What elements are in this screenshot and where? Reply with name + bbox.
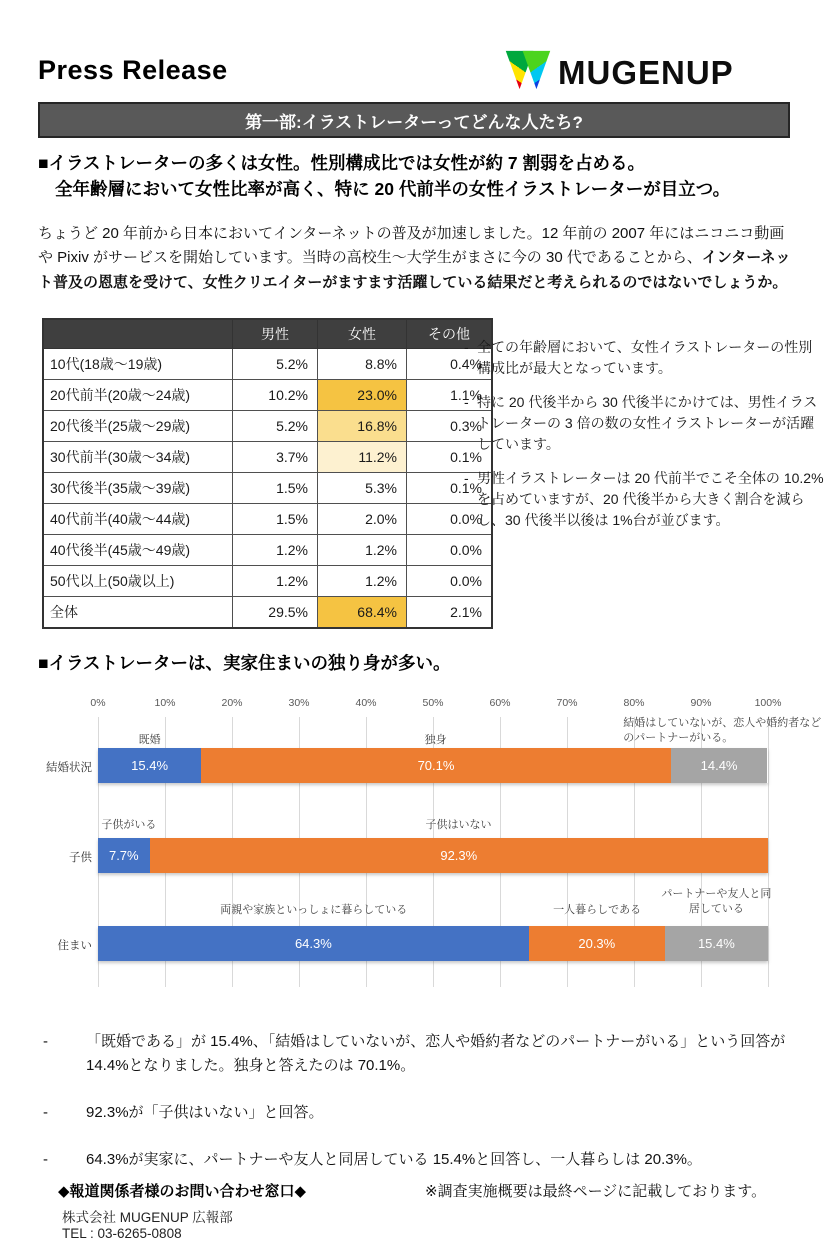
female-value-highlight: 16.8% xyxy=(318,411,407,442)
table-header-row xyxy=(43,319,492,349)
segment-label: パートナーや友人と同居している xyxy=(661,888,772,915)
gender-ratio-table xyxy=(42,318,493,629)
section-banner: 第一部:イラストレーターってどんな人たち? xyxy=(38,102,790,138)
other-value: 0.1% xyxy=(407,473,493,504)
bar-segment xyxy=(529,926,665,961)
x-axis-tick: 80% xyxy=(623,697,645,709)
bar-children xyxy=(98,838,768,873)
note-item: - 92.3%が「子供はいない」と回答。 xyxy=(38,1101,794,1125)
female-value-highlight: 68.4% xyxy=(318,597,407,629)
chart-notes xyxy=(38,1030,794,1195)
segment-value: 70.1% xyxy=(417,758,455,773)
column-header-other: その他 xyxy=(407,319,493,349)
table-row xyxy=(43,442,492,473)
section2-heading: ■イラストレーターは、実家住まいの独り身が多い。 xyxy=(38,653,451,673)
table-total-row xyxy=(43,597,492,629)
page-title: Press Release xyxy=(38,55,228,85)
category-label: 結婚状況 xyxy=(46,762,92,774)
column-header-male: 男性 xyxy=(233,319,318,349)
section1-heading xyxy=(38,150,730,203)
segment-label: 一人暮らしである xyxy=(553,904,642,916)
male-value: 29.5% xyxy=(233,597,318,629)
survey-overview-note: ※調査実施概要は最終ページに記載しております。 xyxy=(425,1183,767,1200)
bar-segment xyxy=(98,838,150,873)
male-value: 3.7% xyxy=(233,442,318,473)
x-axis-tick: 30% xyxy=(288,697,310,709)
x-axis-tick: 60% xyxy=(489,697,511,709)
note-item: - 64.3%が実家に、パートナーや友人と同居している 15.4%と回答し、一人暮らしは 20.3%。 xyxy=(38,1148,794,1172)
segment-label: 結婚はしていないが、恋人や婚約者などのパートナーがいる。 xyxy=(623,717,822,744)
row-label: 40代前半(40歳〜44歳) xyxy=(43,504,233,535)
column-header-blank xyxy=(43,319,233,349)
segment-value: 14.4% xyxy=(700,758,738,773)
note-item: - 「既婚である」が 15.4%、「結婚はしていないが、恋人や婚約者などのパートナーがいる」という回答が 14.4%となりました。独身と答えたのは 70.1%。 xyxy=(38,1030,794,1078)
table-notes xyxy=(464,337,824,544)
male-value: 5.2% xyxy=(233,349,318,380)
gridline xyxy=(768,717,769,987)
table-row xyxy=(43,535,492,566)
other-value: 0.1% xyxy=(407,442,493,473)
press-contact-heading: ◆報道関係者様のお問い合わせ窓口◆ xyxy=(58,1183,307,1200)
bar-segment xyxy=(671,748,767,783)
x-axis-tick: 50% xyxy=(422,697,444,709)
other-value: 2.1% xyxy=(407,597,493,629)
bar-segment xyxy=(98,926,529,961)
table-row xyxy=(43,380,492,411)
segment-value: 7.7% xyxy=(108,848,139,863)
segment-value: 20.3% xyxy=(578,936,616,951)
male-value: 1.5% xyxy=(233,473,318,504)
x-axis-tick: 90% xyxy=(690,697,712,709)
x-axis-tick: 20% xyxy=(221,697,243,709)
x-axis-tick: 70% xyxy=(556,697,578,709)
male-value: 1.5% xyxy=(233,504,318,535)
bar-segment xyxy=(98,748,201,783)
mugenup-logo xyxy=(505,50,734,95)
segment-label: 子供はいない xyxy=(425,819,492,831)
male-value: 1.2% xyxy=(233,566,318,597)
row-label: 20代前半(20歳〜24歳) xyxy=(43,380,233,411)
heading-line-1: ■イラストレーターの多くは女性。性別構成比では女性が約 7 割弱を占める。 xyxy=(38,153,645,173)
other-value: 0.3% xyxy=(407,411,493,442)
other-value: 0.0% xyxy=(407,566,493,597)
male-value: 5.2% xyxy=(233,411,318,442)
row-label: 30代後半(35歳〜39歳) xyxy=(43,473,233,504)
row-label: 50代以上(50歳以上) xyxy=(43,566,233,597)
bar-segment xyxy=(665,926,768,961)
row-label: 30代前半(30歳〜34歳) xyxy=(43,442,233,473)
mugenup-wordmark: MUGENUP xyxy=(558,53,734,91)
segment-value: 15.4% xyxy=(697,936,735,951)
bar-segment xyxy=(201,748,671,783)
other-value: 0.0% xyxy=(407,535,493,566)
column-header-female: 女性 xyxy=(318,319,407,349)
paragraph-normal: ちょうど 20 年前から日本においてインターネットの普及が加速しました。12 年前の 2007 年にはニコニコ動画や Pixiv がサービスを開始しています。当時の高校生〜大学生がまさに今の 30 代であることから、 xyxy=(38,225,785,267)
heading-line-2: 全年齢層において女性比率が高く、特に 20 代前半の女性イラストレーターが目立つ。 xyxy=(55,179,731,200)
category-label: 住まい xyxy=(57,940,92,952)
female-value: 2.0% xyxy=(318,504,407,535)
note-item: - 全ての年齢層において、女性イラストレーターの性別構成比が最大となっています。 xyxy=(464,337,824,379)
x-axis-tick: 40% xyxy=(355,697,377,709)
other-value: 0.0% xyxy=(407,504,493,535)
other-value: 1.1% xyxy=(407,380,493,411)
row-label: 10代(18歳〜19歳) xyxy=(43,349,233,380)
category-label: 子供 xyxy=(69,852,92,864)
intro-paragraph xyxy=(38,222,792,295)
male-value: 1.2% xyxy=(233,535,318,566)
x-axis-tick: 0% xyxy=(90,697,106,709)
phone-number: TEL : 03-6265-0808 xyxy=(62,1226,182,1241)
note-item: - 特に 20 代後半から 30 代後半にかけては、男性イラストレーターの 3 倍の数の女性イラストレーターが活躍しています。 xyxy=(464,392,824,455)
table-row xyxy=(43,349,492,380)
bar-segment xyxy=(150,838,768,873)
segment-label: 独身 xyxy=(424,734,447,746)
female-value-highlight: 23.0% xyxy=(318,380,407,411)
paragraph-bold: インターネット普及の恩恵を受けて、女性クリエイターがますます活躍している結果だと考えられるのではないでしょうか。 xyxy=(38,249,791,291)
table-row xyxy=(43,473,492,504)
male-value: 10.2% xyxy=(233,380,318,411)
living-situation-chart xyxy=(38,695,822,995)
segment-value: 92.3% xyxy=(440,848,478,863)
company-name: 株式会社 MUGENUP 広報部 xyxy=(62,1210,233,1225)
x-axis-tick: 10% xyxy=(154,697,176,709)
female-value: 5.3% xyxy=(318,473,407,504)
segment-label: 両親や家族といっしょに暮らしている xyxy=(220,904,408,916)
table-row xyxy=(43,566,492,597)
segment-value: 64.3% xyxy=(294,936,332,951)
table-row xyxy=(43,504,492,535)
row-label: 20代後半(25歳〜29歳) xyxy=(43,411,233,442)
segment-label: 既婚 xyxy=(138,734,161,746)
mugenup-m-icon xyxy=(505,50,551,95)
bar-marriage xyxy=(98,748,768,783)
row-label: 40代後半(45歳〜49歳) xyxy=(43,535,233,566)
other-value: 0.4% xyxy=(407,349,493,380)
female-value: 8.8% xyxy=(318,349,407,380)
bar-residence xyxy=(98,926,768,961)
row-label: 全体 xyxy=(43,597,233,629)
segment-label: 子供がいる xyxy=(101,819,157,831)
note-item: - 男性イラストレーターは 20 代前半でこそ全体の 10.2%を占めていますが、20 代後半から大きく割合を減らし、30 代後半以後は 1%台が並びます。 xyxy=(464,468,824,531)
segment-value: 15.4% xyxy=(131,758,169,773)
female-value-highlight: 11.2% xyxy=(318,442,407,473)
x-axis-tick: 100% xyxy=(754,697,782,709)
female-value: 1.2% xyxy=(318,566,407,597)
female-value: 1.2% xyxy=(318,535,407,566)
table-row xyxy=(43,411,492,442)
